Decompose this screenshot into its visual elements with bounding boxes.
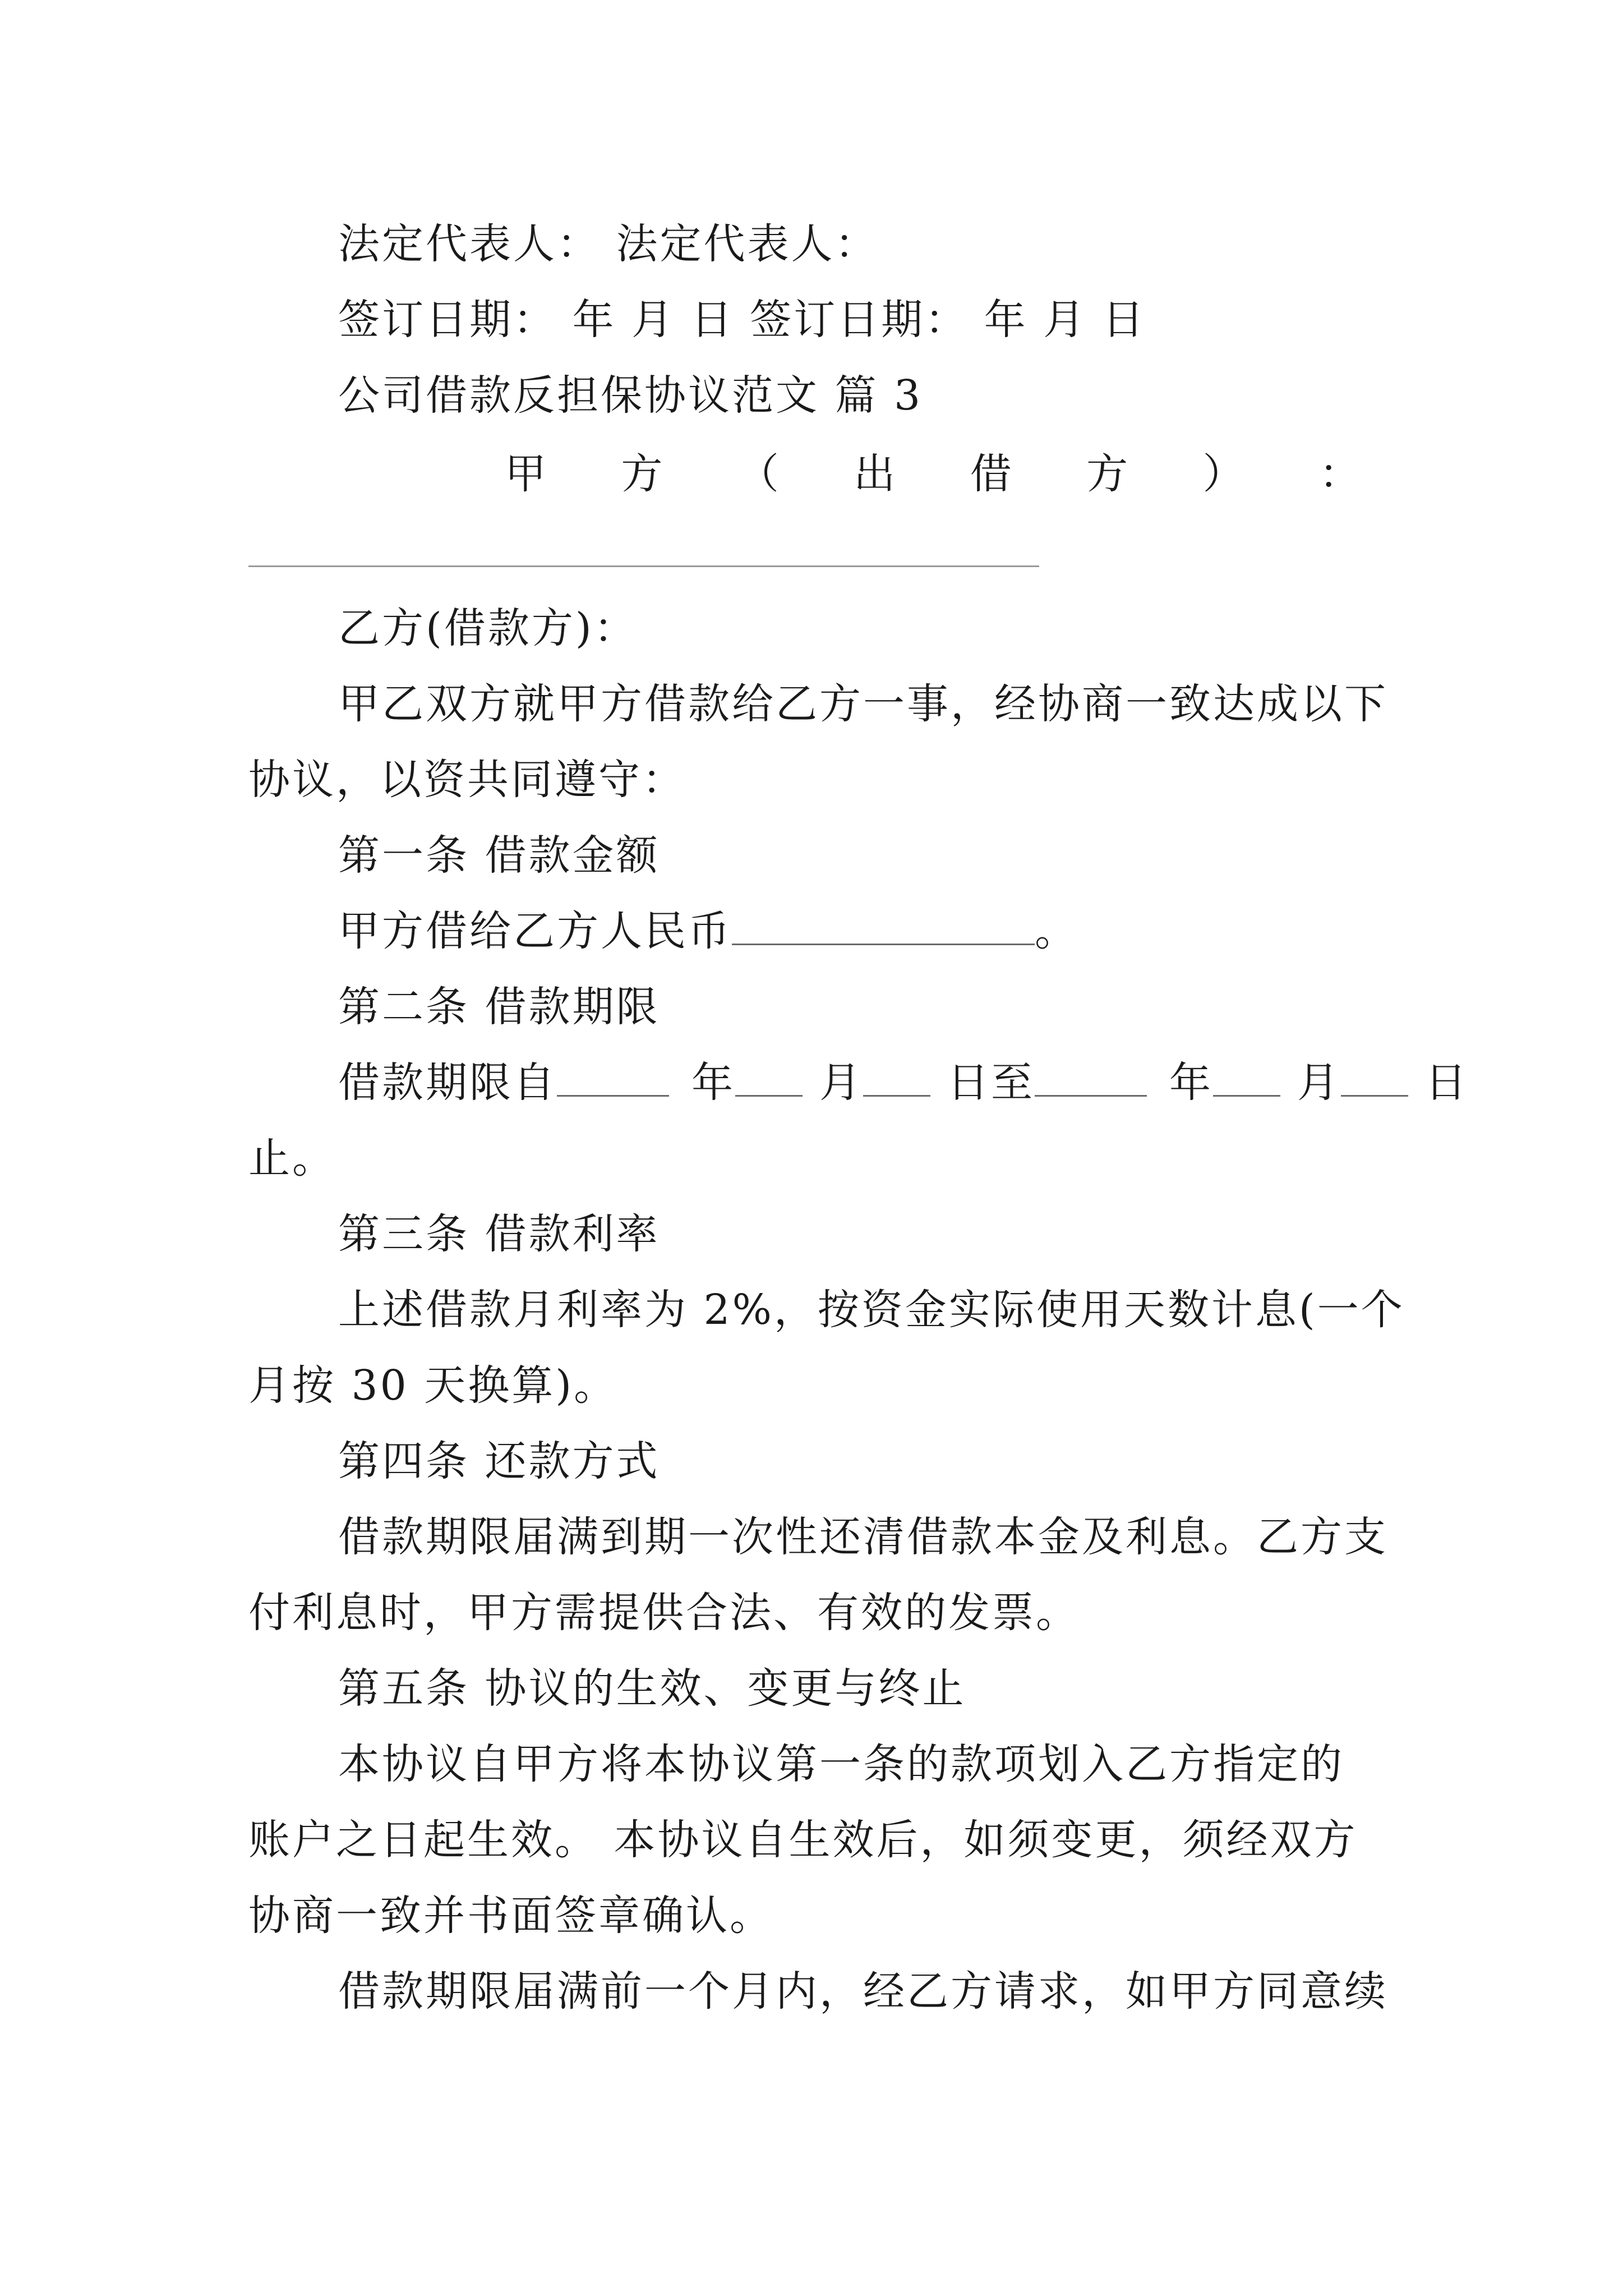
- party-a-char: ：: [1318, 450, 1363, 498]
- party-a-char: 借: [970, 450, 1014, 498]
- end-year-blank: [1035, 1060, 1147, 1097]
- legal-representative-line: 法定代表人： 法定代表人：: [338, 220, 879, 268]
- loan-amount-label: 甲方借给乙方人民币: [338, 907, 732, 955]
- party-b-line: 乙方(借款方)：: [338, 604, 638, 652]
- paragraph-line: 止。: [248, 1134, 336, 1182]
- article-4-heading: 第四条 还款方式: [338, 1437, 660, 1485]
- paragraph-line: 上述借款月利率为 2%，按资金实际使用天数计息(一个: [338, 1286, 1405, 1334]
- paragraph-line: 借款期限届满前一个月内，经乙方请求，如甲方同意续: [338, 1967, 1388, 2016]
- year-label: 年: [1169, 1059, 1213, 1107]
- paragraph-line: 协议，以资共同遵守：: [248, 756, 686, 804]
- party-a-char: 出: [854, 450, 898, 498]
- end-day-blank: [1341, 1060, 1408, 1097]
- article-5-heading: 第五条 协议的生效、变更与终止: [338, 1664, 966, 1713]
- year-label: 年: [691, 1059, 735, 1107]
- paragraph-line: 本协议自甲方将本协议第一条的款项划入乙方指定的: [338, 1740, 1344, 1788]
- party-a-char: （: [737, 450, 781, 498]
- loan-amount-end: 。: [1035, 907, 1078, 955]
- start-day-blank: [863, 1060, 930, 1097]
- party-a-char: 方: [1086, 450, 1131, 498]
- party-a-underline: [248, 565, 1039, 567]
- day-to-label: 日至: [947, 1059, 1035, 1107]
- month-label: 月: [819, 1059, 863, 1107]
- end-month-blank: [1213, 1060, 1280, 1097]
- start-year-blank: [557, 1060, 669, 1097]
- paragraph-line: 付利息时，甲方需提供合法、有效的发票。: [248, 1589, 1080, 1637]
- party-a-char: 甲: [505, 450, 548, 498]
- paragraph-line: 月按 30 天换算)。: [248, 1361, 618, 1410]
- loan-period-line: [338, 1052, 1469, 1114]
- month-label: 月: [1297, 1059, 1341, 1107]
- loan-period-label: 借款期限自: [338, 1059, 557, 1107]
- paragraph-line: 甲乙双方就甲方借款给乙方一事，经协商一致达成以下: [338, 680, 1388, 728]
- article-2-heading: 第二条 借款期限: [338, 983, 660, 1031]
- party-a-char: ）: [1202, 450, 1247, 498]
- party-a-char: 方: [621, 450, 665, 498]
- paragraph-line: 账户之日起生效。 本协议自生效后，如须变更，须经双方: [248, 1816, 1358, 1864]
- section-title: 公司借款反担保协议范文 篇 3: [338, 371, 923, 420]
- start-month-blank: [735, 1060, 803, 1097]
- day-label: 日: [1425, 1059, 1469, 1107]
- loan-amount-blank: [732, 909, 1035, 945]
- party-a-line: [505, 443, 1363, 505]
- paragraph-line: 借款期限届满到期一次性还清借款本金及利息。乙方支: [338, 1513, 1388, 1561]
- loan-amount-line: [338, 900, 1393, 962]
- article-1-heading: 第一条 借款金额: [338, 831, 660, 880]
- article-3-heading: 第三条 借款利率: [338, 1210, 660, 1258]
- paragraph-line: 协商一致并书面签章确认。: [248, 1892, 773, 1940]
- signing-date-line: 签订日期： 年 月 日 签订日期： 年 月 日: [338, 296, 1146, 344]
